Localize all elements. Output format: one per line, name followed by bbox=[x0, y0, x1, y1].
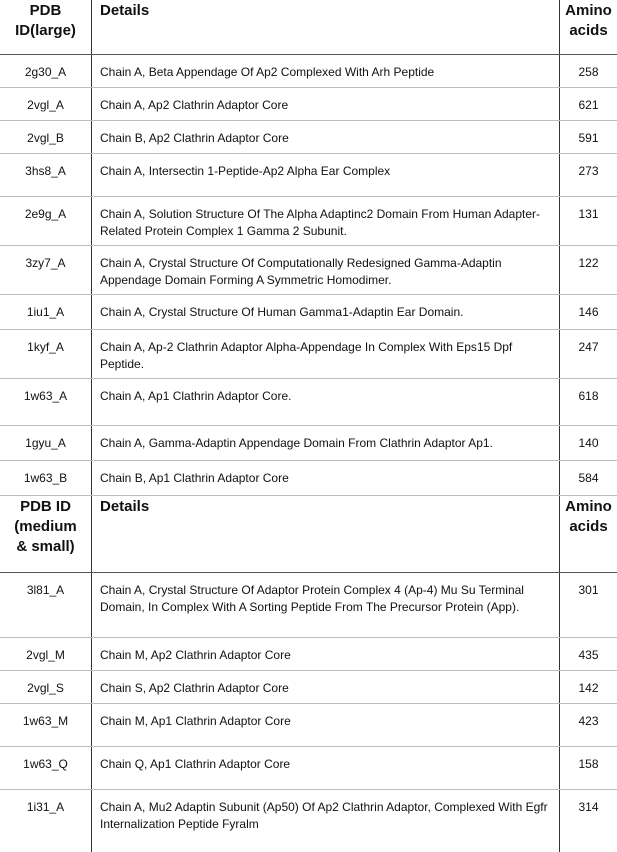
amino-acids: 140 bbox=[578, 436, 599, 450]
amino-acids: 146 bbox=[578, 305, 599, 319]
pdb-id: 1kyf_A bbox=[27, 340, 64, 354]
table-row bbox=[0, 121, 617, 154]
amino-acids: 158 bbox=[578, 757, 599, 771]
table-header-large bbox=[0, 0, 617, 55]
amino-acids: 122 bbox=[578, 256, 599, 270]
amino-acids: 621 bbox=[578, 98, 599, 112]
amino-acids: 301 bbox=[578, 583, 599, 597]
pdb-id: 3l81_A bbox=[26, 583, 65, 597]
details: Chain A, Ap-2 Clathrin Adaptor Alpha-Appendage In Complex With Eps15 Dpf Peptide. bbox=[100, 340, 513, 371]
details: Chain Q, Ap1 Clathrin Adaptor Core bbox=[100, 757, 291, 771]
details: Chain A, Solution Structure Of The Alpha Adaptinc2 Domain From Human Adapter-Related Protein Complex 1 Gamma 2 Subunit. bbox=[100, 207, 541, 238]
pdb-id: 1w63_Q bbox=[23, 757, 68, 771]
details: Chain A, Ap1 Clathrin Adaptor Core. bbox=[100, 389, 292, 403]
header-pdb-id: PDB ID (medium & small) bbox=[14, 498, 77, 555]
amino-acids: 584 bbox=[578, 471, 599, 485]
details: Chain A, Ap2 Clathrin Adaptor Core bbox=[100, 98, 289, 112]
table-row bbox=[0, 197, 617, 246]
amino-acids: 618 bbox=[578, 389, 599, 403]
details: Chain B, Ap2 Clathrin Adaptor Core bbox=[100, 131, 289, 145]
details: Chain A, Mu2 Adaptin Subunit (Ap50) Of Ap2 Clathrin Adaptor, Complexed With Egfr Internalization Peptide Fyralm bbox=[100, 800, 548, 831]
amino-acids: 247 bbox=[578, 340, 599, 354]
table-row bbox=[0, 638, 617, 671]
details: Chain M, Ap1 Clathrin Adaptor Core bbox=[100, 714, 291, 728]
table-row bbox=[0, 379, 617, 426]
amino-acids: 423 bbox=[578, 714, 599, 728]
table-row bbox=[0, 704, 617, 747]
details: Chain M, Ap2 Clathrin Adaptor Core bbox=[100, 648, 291, 662]
amino-acids: 273 bbox=[578, 164, 599, 178]
amino-acids: 314 bbox=[578, 800, 599, 814]
header-details: Details bbox=[100, 2, 150, 19]
amino-acids: 591 bbox=[578, 131, 599, 145]
amino-acids: 131 bbox=[578, 207, 599, 221]
amino-acids: 142 bbox=[578, 681, 599, 695]
pdb-id: 1w63_A bbox=[23, 389, 68, 403]
table-row bbox=[0, 330, 617, 379]
pdb-id: 2e9g_A bbox=[24, 207, 67, 221]
pdb-id: 1i31_A bbox=[26, 800, 65, 814]
table-row bbox=[0, 461, 617, 496]
pdb-id: 1iu1_A bbox=[26, 305, 65, 319]
pdb-id: 2vgl_M bbox=[26, 648, 65, 662]
table-header-medium-small bbox=[0, 496, 617, 573]
table-row bbox=[0, 747, 617, 790]
details: Chain A, Crystal Structure Of Adaptor Protein Complex 4 (Ap-4) Mu Su Terminal Domain, In Complex With A Sorting Peptide From The Precursor Protein (App). bbox=[100, 583, 524, 614]
pdb-id: 2vgl_A bbox=[27, 98, 64, 112]
details: Chain A, Crystal Structure Of Human Gamma1-Adaptin Ear Domain. bbox=[100, 305, 464, 319]
header-amino-acids: Amino acids bbox=[565, 498, 612, 535]
table-row bbox=[0, 88, 617, 121]
details: Chain A, Intersectin 1-Peptide-Ap2 Alpha Ear Complex bbox=[100, 164, 391, 178]
table-row bbox=[0, 671, 617, 704]
header-pdb-id: PDB ID(large) bbox=[15, 2, 76, 39]
pdb-id: 3hs8_A bbox=[25, 164, 66, 178]
header-details: Details bbox=[100, 498, 150, 515]
table-row bbox=[0, 426, 617, 461]
pdb-id: 3zy7_A bbox=[25, 256, 66, 270]
amino-acids: 258 bbox=[578, 65, 599, 79]
details: Chain A, Beta Appendage Of Ap2 Complexed With Arh Peptide bbox=[100, 65, 435, 79]
pdb-id: 1w63_M bbox=[22, 714, 69, 728]
pdb-id: 1gyu_A bbox=[25, 436, 66, 450]
table-row bbox=[0, 295, 617, 330]
header-amino-acids: Amino acids bbox=[565, 2, 612, 39]
details: Chain S, Ap2 Clathrin Adaptor Core bbox=[100, 681, 289, 695]
amino-acids: 435 bbox=[578, 648, 599, 662]
table-row bbox=[0, 55, 617, 88]
details: Chain A, Gamma-Adaptin Appendage Domain From Clathrin Adaptor Ap1. bbox=[100, 436, 493, 450]
table-row bbox=[0, 154, 617, 197]
pdb-id: 2g30_A bbox=[24, 65, 67, 79]
details: Chain A, Crystal Structure Of Computationally Redesigned Gamma-Adaptin Appendage Domain Forming A Symmetric Homodimer. bbox=[100, 256, 502, 287]
table-row bbox=[0, 246, 617, 295]
table-row bbox=[0, 790, 617, 852]
pdb-id: 2vgl_S bbox=[27, 681, 64, 695]
pdb-id: 1w63_B bbox=[23, 471, 68, 485]
details: Chain B, Ap1 Clathrin Adaptor Core bbox=[100, 471, 289, 485]
table-row bbox=[0, 573, 617, 638]
pdb-id: 2vgl_B bbox=[27, 131, 64, 145]
